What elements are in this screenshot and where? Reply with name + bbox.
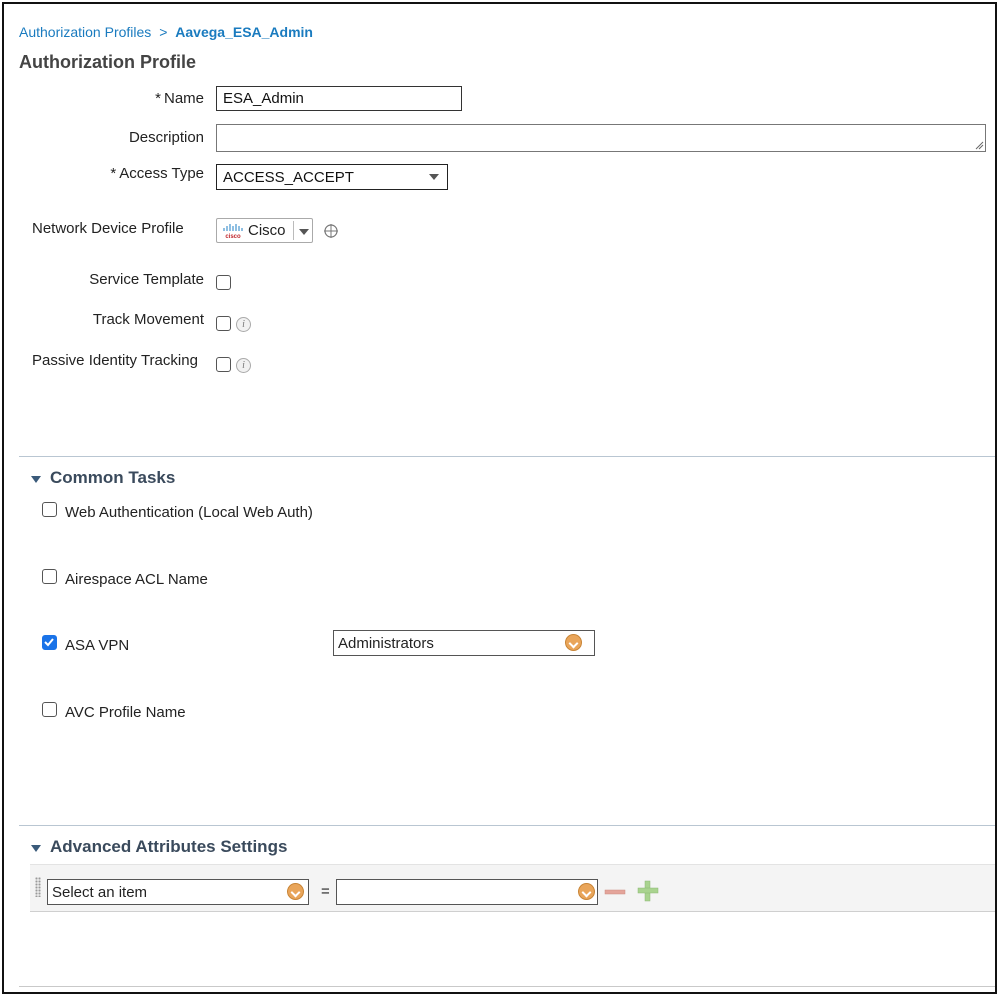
track-movement-label: Track Movement	[92, 311, 204, 328]
section-divider	[19, 456, 995, 457]
collapse-triangle-icon	[31, 845, 41, 852]
passive-identity-checkbox[interactable]	[216, 357, 231, 372]
section-divider	[19, 825, 995, 826]
drag-handle-icon[interactable]	[35, 877, 41, 897]
breadcrumb	[19, 24, 313, 40]
track-movement-checkbox[interactable]	[216, 316, 231, 331]
advanced-attributes-title: Advanced Attributes Settings	[50, 837, 288, 856]
resize-grip-icon[interactable]	[974, 140, 984, 150]
description-label: Description	[128, 129, 204, 146]
breadcrumb-separator: >	[159, 24, 168, 40]
info-icon[interactable]: i	[236, 317, 251, 332]
remove-row-icon[interactable]	[604, 883, 626, 901]
asa-vpn-group-value: Administrators	[338, 635, 434, 652]
service-template-label: Service Template	[89, 271, 204, 288]
name-label: * Name	[155, 90, 204, 107]
chevron-down-icon	[429, 174, 439, 180]
description-textarea[interactable]	[216, 124, 986, 152]
attribute-value-select[interactable]	[336, 879, 598, 905]
crosshair-icon[interactable]	[322, 222, 340, 240]
cisco-logo-icon	[222, 222, 244, 240]
asa-vpn-group-select[interactable]	[333, 630, 595, 656]
add-row-icon[interactable]	[637, 879, 659, 903]
advanced-attribute-row	[30, 864, 995, 912]
access-type-select[interactable]	[216, 164, 448, 190]
dropdown-caret-icon	[287, 883, 304, 900]
collapse-triangle-icon	[31, 476, 41, 483]
asa-vpn-checkbox[interactable]	[42, 635, 57, 650]
avc-profile-label: AVC Profile Name	[65, 704, 186, 721]
common-tasks-title: Common Tasks	[50, 468, 176, 487]
page-title: Authorization Profile	[19, 52, 196, 72]
passive-identity-label: Passive Identity Tracking	[32, 352, 198, 369]
dropdown-caret-icon	[565, 634, 582, 651]
attribute-select-value: Select an item	[52, 884, 148, 901]
asa-vpn-label: ASA VPN	[65, 637, 130, 654]
ndp-label: Network Device Profile	[32, 220, 184, 237]
required-marker: *	[155, 90, 161, 107]
bottom-divider	[19, 986, 995, 987]
breadcrumb-authorization-profiles-link[interactable]: Authorization Profiles	[19, 24, 152, 40]
service-template-checkbox[interactable]	[216, 275, 231, 290]
authorization-profile-panel	[2, 2, 997, 994]
cisco-logo-text: cisco	[225, 234, 241, 240]
ndp-divider	[293, 221, 294, 240]
advanced-attributes-toggle[interactable]	[28, 837, 368, 861]
dropdown-caret-icon	[578, 883, 595, 900]
access-type-label: * Access Type	[110, 165, 204, 182]
airespace-acl-checkbox[interactable]	[42, 569, 57, 584]
access-type-value: ACCESS_ACCEPT	[223, 169, 354, 186]
checkmark-icon	[43, 636, 55, 648]
name-input[interactable]: ESA_Admin	[216, 86, 462, 111]
ndp-value: Cisco	[248, 222, 286, 239]
web-auth-checkbox[interactable]	[42, 502, 57, 517]
web-auth-label: Web Authentication (Local Web Auth)	[65, 504, 313, 521]
info-icon[interactable]: i	[236, 358, 251, 373]
avc-profile-checkbox[interactable]	[42, 702, 57, 717]
ndp-select[interactable]	[216, 218, 313, 243]
common-tasks-toggle[interactable]	[28, 468, 328, 492]
chevron-down-icon	[299, 229, 309, 235]
equals-sign: =	[321, 883, 330, 900]
breadcrumb-current: Aavega_ESA_Admin	[175, 24, 313, 40]
attribute-select[interactable]	[47, 879, 309, 905]
airespace-acl-label: Airespace ACL Name	[65, 571, 208, 588]
